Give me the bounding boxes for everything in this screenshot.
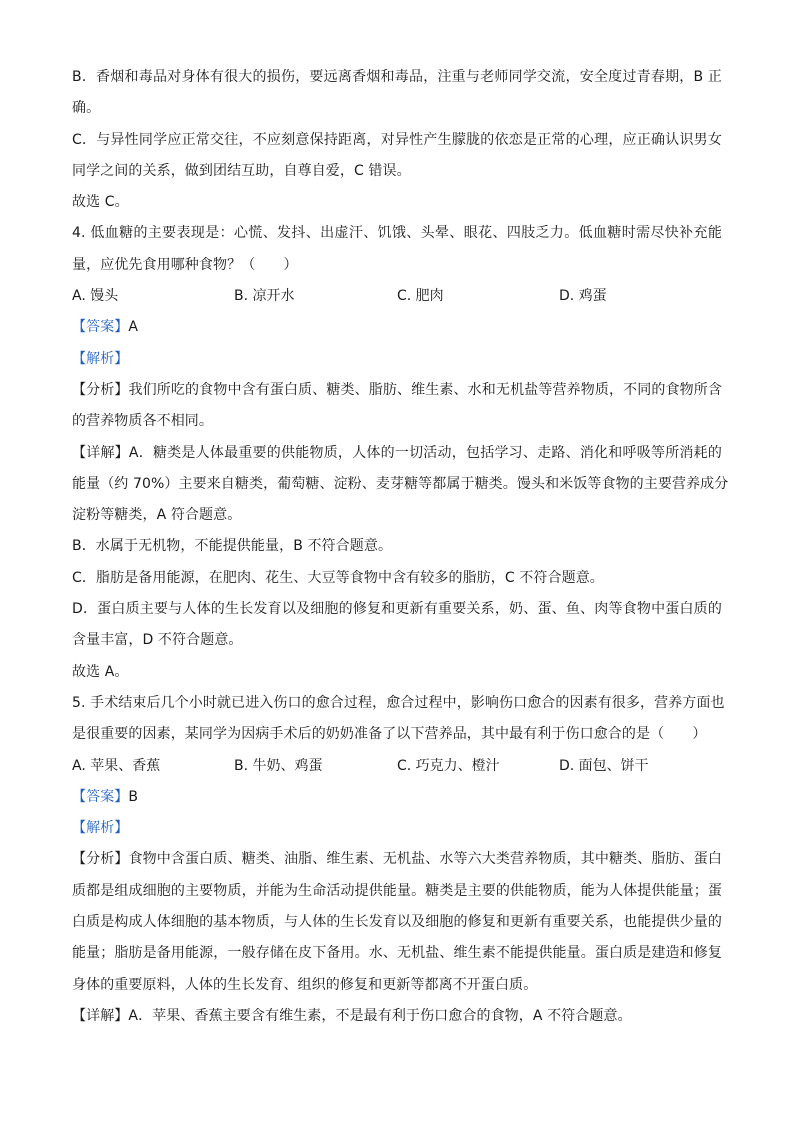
option-b-explanation-line1: B．香烟和毒品对身体有很大的损伤，要远离香烟和毒品，注重与老师同学交流，安全度过青春期，B 正 — [72, 69, 722, 85]
option-c-explanation-line1: C．与异性同学应正常交往，不应刻意保持距离，对异性产生朦胧的依恋是正常的心理，应正确认识男女 — [72, 131, 722, 148]
q5-fenxi-line1 — [72, 844, 722, 875]
q4-analysis-heading — [72, 344, 722, 375]
fenxi-tag: 【分析】 — [72, 381, 129, 398]
fenxi-text: 我们所吃的食物中含有蛋白质、糖类、脂肪、维生素、水和无机盐等营养物质，不同的食物所含 — [128, 381, 722, 398]
answer-tag: 【答案】 — [72, 319, 129, 336]
xiangjie-text: A．糖类是人体最重要的供能物质，人体的一切活动，包括学习、走路、消化和呼吸等所消耗的 — [128, 444, 722, 461]
q5-option-b: B. 牛奶、鸡蛋 — [234, 757, 323, 774]
q5-fenxi-line3: 白质是构成人体细胞的基本物质，与人体的生长发育以及细胞的修复和更新有重要关系，也能提供少量的 — [72, 914, 722, 931]
document-page — [72, 62, 729, 1032]
q5-analysis-heading — [72, 813, 722, 844]
fenxi-tag: 【分析】 — [72, 851, 129, 868]
q5-fenxi-line2: 质都是组成细胞的主要物质，并能为生命活动提供能量。糖类是主要的供能物质，能为人体提供能量；蛋 — [72, 882, 722, 899]
q4-xiangjie-line2: 能量（约 70%）主要来自糖类，葡萄糖、淀粉、麦芽糖等都属于糖类。馒头和米饭等食物的主要营养成分 — [72, 475, 729, 492]
q5-option-d: D. 面包、饼干 — [559, 757, 649, 774]
q5-options — [72, 751, 722, 782]
q4-fenxi-line2: 的营养物质各不相同。 — [72, 413, 213, 430]
option-b-explanation-line2: 确。 — [72, 100, 101, 117]
analysis-tag: 【解析】 — [72, 820, 129, 837]
analysis-tag: 【解析】 — [72, 350, 129, 367]
option-c-explanation-line2: 同学之间的关系，做到团结互助，自尊自爱，C 错误。 — [72, 162, 411, 179]
q5-fenxi-line5: 身体的重要原料，人体的生长发育、组织的修复和更新等都离不开蛋白质。 — [72, 976, 538, 993]
q4-conclusion: 故选 A。 — [72, 663, 129, 680]
q5-xiangjie-line1 — [72, 1001, 722, 1032]
q5-answer — [72, 782, 722, 813]
q4-xiangjie-line1 — [72, 438, 722, 469]
q4-option-c: C. 肥肉 — [397, 288, 444, 305]
answer-value: A — [128, 319, 139, 336]
q4-fenxi-line1 — [72, 375, 722, 406]
xiangjie-text: A．苹果、香蕉主要含有维生素，不是最有利于伤口愈合的食物，A 不符合题意。 — [128, 1007, 632, 1024]
answer-tag: 【答案】 — [72, 788, 129, 805]
prev-conclusion: 故选 C。 — [72, 194, 129, 211]
q5-option-c: C. 巧克力、橙汁 — [397, 757, 500, 774]
q4-answer — [72, 312, 722, 343]
q5-fenxi-line4: 能量；脂肪是备用能源，一般存储在皮下备用。水、无机盐、维生素不能提供能量。蛋白质是建造和修复 — [72, 945, 722, 962]
q4-xiangjie-d-line1: D．蛋白质主要与人体的生长发育以及细胞的修复和更新有重要关系，奶、蛋、鱼、肉等食物中蛋白质的 — [72, 601, 722, 618]
q5-option-a: A. 苹果、香蕉 — [72, 757, 161, 774]
xiangjie-tag: 【详解】 — [72, 444, 129, 461]
q4-option-d: D. 鸡蛋 — [559, 288, 607, 305]
answer-value: B — [128, 788, 139, 805]
q4-option-a: A. 馒头 — [72, 288, 119, 305]
q5-stem-line1: 5. 手术结束后几个小时就已进入伤口的愈合过程，愈合过程中，影响伤口愈合的因素有很多，营养方面也 — [72, 694, 725, 711]
q4-stem-line1: 4. 低血糖的主要表现是：心慌、发抖、出虚汗、饥饿、头晕、眼花、四肢乏力。低血糖时需尽快补充能 — [72, 225, 722, 242]
q4-xiangjie-d-line2: 含量丰富，D 不符合题意。 — [72, 632, 243, 649]
q4-stem-line2: 量，应优先食用哪种食物？（ ） — [72, 256, 298, 273]
fenxi-text: 食物中含蛋白质、糖类、油脂、维生素、无机盐、水等六大类营养物质，其中糖类、脂肪、蛋白 — [128, 851, 722, 868]
q4-xiangjie-b: B．水属于无机物，不能提供能量，B 不符合题意。 — [72, 538, 393, 555]
q4-option-b: B. 凉开水 — [234, 288, 295, 305]
q5-stem-line2: 是很重要的因素，某同学为因病手术后的奶奶准备了以下营养品，其中最有利于伤口愈合的是（ ） — [72, 726, 707, 743]
q4-xiangjie-line3: 淀粉等糖类，A 符合题意。 — [72, 507, 242, 524]
q4-options — [72, 281, 722, 312]
q4-xiangjie-c: C．脂肪是备用能源，在肥肉、花生、大豆等食物中含有较多的脂肪，C 不符合题意。 — [72, 569, 604, 586]
xiangjie-tag: 【详解】 — [72, 1007, 129, 1024]
